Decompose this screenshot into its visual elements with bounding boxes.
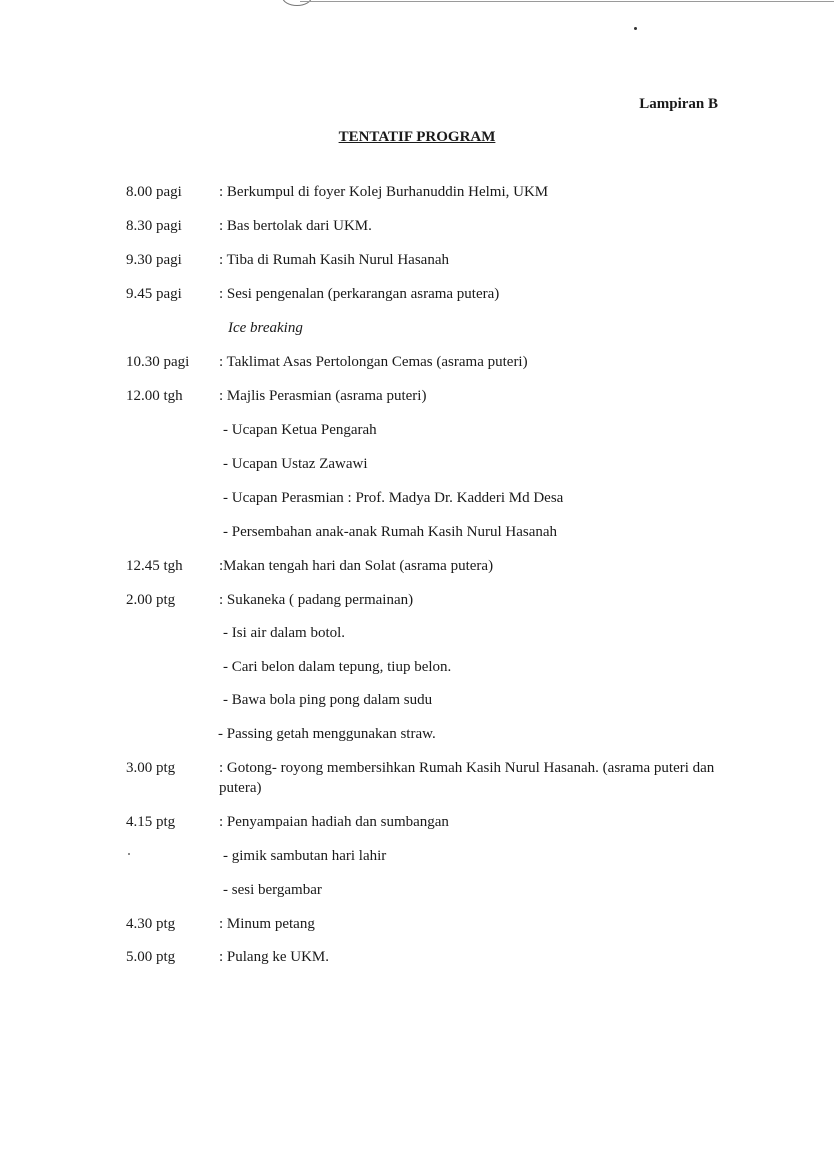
schedule-subactivity: - Bawa bola ping pong dalam sudu xyxy=(223,692,433,708)
schedule-activity: :Makan tengah hari dan Solat (asrama putera) xyxy=(219,558,494,574)
schedule-activity: : Berkumpul di foyer Kolej Burhanuddin Helmi, UKM xyxy=(219,184,549,200)
schedule-activity: : Sukaneka ( padang permainan) xyxy=(219,592,414,608)
schedule-subactivity: - Passing getah menggunakan straw. xyxy=(218,726,436,742)
schedule-activity: : Taklimat Asas Pertolongan Cemas (asrama puteri) xyxy=(219,354,528,370)
scan-speck xyxy=(634,27,637,30)
schedule-subactivity: Ice breaking xyxy=(228,320,303,336)
schedule-time: 5.00 ptg xyxy=(126,949,176,965)
schedule-activity: : Tiba di Rumah Kasih Nurul Hasanah xyxy=(219,252,449,268)
schedule-activity: : Pulang ke UKM. xyxy=(219,949,329,965)
schedule-time: 9.45 pagi xyxy=(126,286,182,302)
schedule-time: 12.45 tgh xyxy=(126,558,183,574)
schedule-time: 12.00 tgh xyxy=(126,388,183,404)
schedule-time: 4.15 ptg xyxy=(126,814,176,830)
attachment-label: Lampiran B xyxy=(639,96,718,112)
schedule-activity: : Gotong- royong membersihkan Rumah Kasih Nurul Hasanah. (asrama puteri dan putera) xyxy=(219,760,715,796)
schedule-subactivity: - Ucapan Ustaz Zawawi xyxy=(223,456,368,472)
schedule-subactivity: - Cari belon dalam tepung, tiup belon. xyxy=(223,659,452,675)
schedule-time: 8.30 pagi xyxy=(126,218,182,234)
schedule-activity: : Majlis Perasmian (asrama puteri) xyxy=(219,388,427,404)
schedule-subactivity: - Ucapan Ketua Pengarah xyxy=(223,422,377,438)
schedule-activity: : Penyampaian hadiah dan sumbangan xyxy=(219,814,449,830)
schedule-time: 4.30 ptg xyxy=(126,916,176,932)
schedule-activity: : Minum petang xyxy=(219,916,315,932)
schedule-subactivity: - Ucapan Perasmian : Prof. Madya Dr. Kadderi Md Desa xyxy=(223,490,564,506)
schedule-time: 8.00 pagi xyxy=(126,184,182,200)
schedule-subactivity: - gimik sambutan hari lahir xyxy=(223,848,387,864)
page-title: TENTATIF PROGRAM xyxy=(338,129,496,145)
schedule-time: 10.30 pagi xyxy=(126,354,190,370)
schedule-time: 3.00 ptg xyxy=(126,760,176,776)
schedule-activity: : Sesi pengenalan (perkarangan asrama putera) xyxy=(219,286,500,302)
scan-speck xyxy=(128,853,130,855)
schedule-subactivity: - Persembahan anak-anak Rumah Kasih Nurul Hasanah xyxy=(223,524,558,540)
schedule-activity: : Bas bertolak dari UKM. xyxy=(219,218,372,234)
schedule-time: 9.30 pagi xyxy=(126,252,182,268)
schedule-subactivity: - Isi air dalam botol. xyxy=(223,625,346,641)
schedule-time: 2.00 ptg xyxy=(126,592,176,608)
scan-artifact-edge xyxy=(300,1,834,2)
schedule-subactivity: - sesi bergambar xyxy=(223,882,322,898)
